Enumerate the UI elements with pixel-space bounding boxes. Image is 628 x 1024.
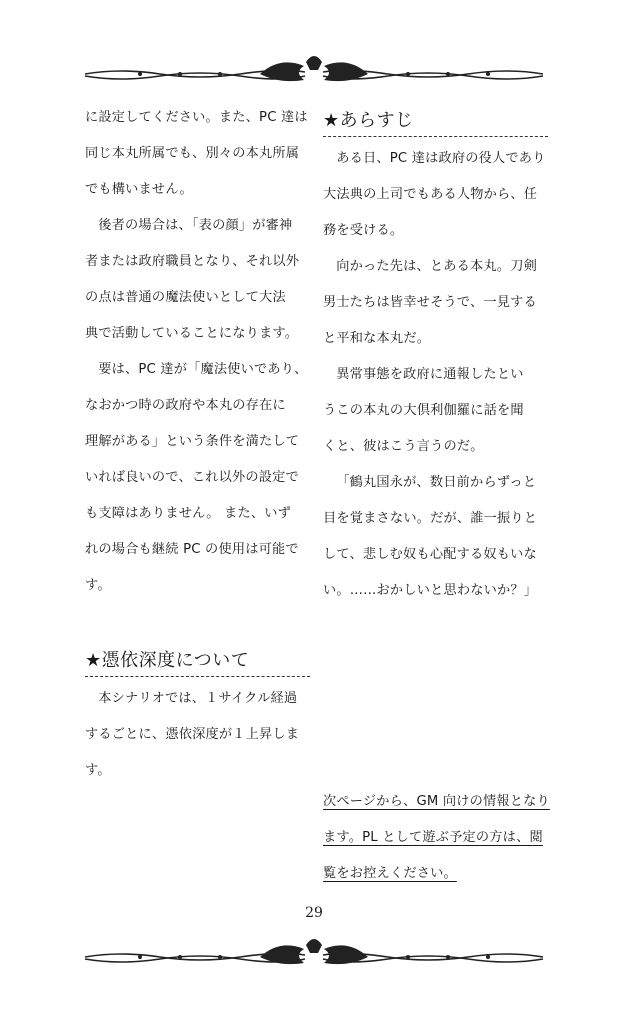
left-para3-line-1: 要は、PC 達が「魔法使いであり、	[98, 362, 308, 377]
left-para3-line-2: なおかつ時の政府や本丸の存在に	[85, 398, 286, 413]
gm-notice-line-2: ます。PL として遊ぶ予定の方は、閲	[323, 830, 543, 845]
left-para3-line-4: いれば良いので、これ以外の設定で	[85, 470, 299, 485]
page-number: 29	[305, 905, 323, 921]
synopsis-para4-line-1: 「鶴丸国永が、数日前からずっと	[336, 475, 537, 490]
left-para3-line-3: 理解がある」という条件を満たして	[85, 434, 300, 449]
left-para3-line-6: れの場合も継続 PC の使用は可能で	[85, 542, 299, 557]
synopsis-para3-line-2: うこの本丸の大倶利伽羅に話を聞	[323, 403, 524, 418]
left-line-3: でも構いません。	[85, 182, 193, 197]
bottom-ornament	[80, 935, 548, 975]
left-column	[85, 100, 310, 604]
synopsis-para1-line-1: ある日、PC 達は政府の役人であり	[336, 151, 546, 166]
possession-line-1: 本シナリオでは、１サイクル経過	[98, 691, 298, 706]
synopsis-para4-line-4: い。……おかしいと思わないか？」	[323, 583, 538, 598]
synopsis-para3-line-3: くと、彼はこう言うのだ。	[323, 439, 484, 454]
synopsis-heading: ★あらすじ	[323, 106, 548, 137]
synopsis-section	[323, 106, 548, 609]
possession-line-2: するごとに、憑依深度が１上昇しま	[85, 727, 300, 742]
left-para2-line-1: 後者の場合は、「表の顔」が審神	[98, 218, 293, 233]
synopsis-para1-line-2: 大法典の上司でもある人物から、任	[323, 187, 538, 202]
possession-line-3: す。	[85, 763, 111, 778]
left-line-1: に設定してください。また、PC 達は	[85, 110, 308, 125]
top-ornament	[80, 52, 548, 92]
synopsis-para4-line-2: 目を覚まさない。だが、誰一振りと	[323, 511, 538, 526]
ornament-divider-icon	[80, 935, 548, 975]
synopsis-para2-line-1: 向かった先は、とある本丸。刀剣	[336, 259, 537, 274]
possession-heading: ★憑依深度について	[85, 646, 310, 677]
gm-notice-line-3: 覧をお控えください。	[323, 866, 457, 881]
left-para2-line-2: 者または政府職員となり、それ以外	[85, 254, 300, 269]
gm-notice-line-1: 次ページから、GM 向けの情報となり	[323, 794, 550, 809]
possession-section	[85, 646, 310, 789]
left-para2-line-4: 典で活動していることになります。	[85, 326, 299, 341]
ornament-divider-icon	[80, 52, 548, 92]
gm-notice	[323, 784, 553, 892]
synopsis-para2-line-2: 男士たちは皆幸せそうで、一見する	[323, 295, 537, 310]
left-para3-line-5: も支障はありません。 また、いず	[85, 506, 291, 521]
left-para2-line-3: の点は普通の魔法使いとして大法	[85, 290, 286, 305]
synopsis-para3-line-1: 異常事態を政府に通報したとい	[336, 367, 524, 382]
synopsis-para2-line-3: と平和な本丸だ。	[323, 331, 431, 346]
left-para3-line-7: す。	[85, 578, 111, 593]
synopsis-para4-line-3: して、悲しむ奴も心配する奴もいな	[323, 547, 537, 562]
synopsis-para1-line-3: 務を受ける。	[323, 223, 404, 238]
left-line-2: 同じ本丸所属でも、別々の本丸所属	[85, 146, 300, 161]
